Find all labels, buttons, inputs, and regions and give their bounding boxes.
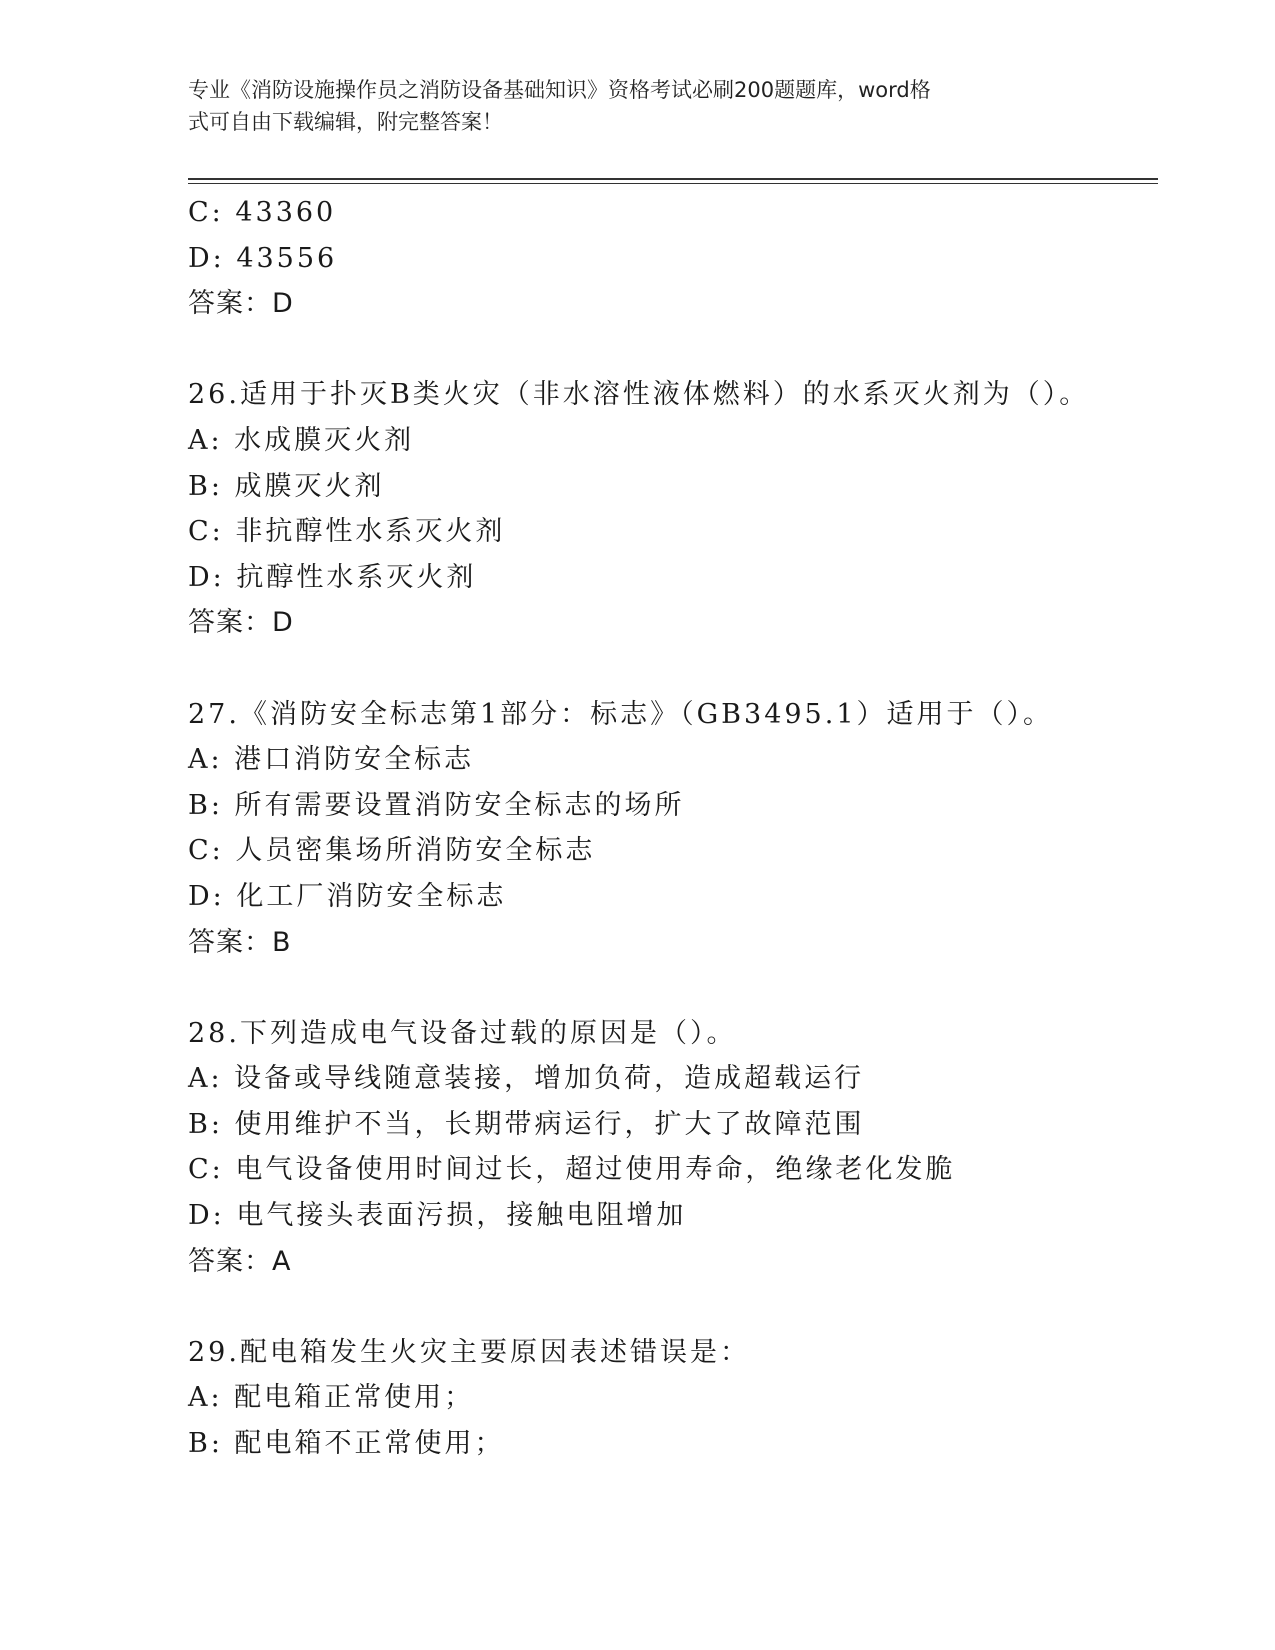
answer: 答案：B (188, 926, 292, 958)
header-line-1: 专业《消防设施操作员之消防设备基础知识》资格考试必刷200题题库，word格 (188, 78, 931, 102)
option-a: A: 设备或导线随意装接，增加负荷，造成超载运行 (188, 1063, 865, 1095)
option-c: C: 非抗醇性水系灭火剂 (188, 516, 506, 548)
question-stem: 28.下列造成电气设备过载的原因是（）。 (188, 1017, 737, 1049)
option-c: C: 人员密集场所消防安全标志 (188, 835, 596, 867)
option-b: B: 成膜灭火剂 (188, 470, 385, 502)
question-27 (188, 692, 1148, 966)
option-d: D: 抗醇性水系灭火剂 (188, 561, 477, 593)
question-list (188, 190, 1148, 1467)
question-stem: 26.适用于扑灭B类火灾（非水溶性液体燃料）的水系灭火剂为（）。 (188, 379, 1090, 411)
document-header (188, 74, 1068, 138)
option-b: B: 配电箱不正常使用； (188, 1428, 505, 1460)
option-d: D: 43556 (188, 242, 338, 274)
question-28 (188, 1011, 1148, 1285)
answer: 答案：D (188, 607, 294, 639)
answer: 答案：D (188, 288, 294, 320)
option-a: A: 水成膜灭火剂 (188, 424, 415, 456)
option-b: B: 使用维护不当，长期带病运行，扩大了故障范围 (188, 1108, 865, 1140)
option-c: C: 43360 (188, 197, 337, 228)
question-29 (188, 1330, 1148, 1467)
option-b: B: 所有需要设置消防安全标志的场所 (188, 789, 685, 821)
option-c: C: 电气设备使用时间过长，超过使用寿命，绝缘老化发脆 (188, 1154, 956, 1186)
question-stem: 27.《消防安全标志第1部分：标志》（GB3495.1）适用于（）。 (188, 698, 1053, 730)
previous-question-tail (188, 190, 1148, 327)
option-d: D: 电气接头表面污损，接触电阻增加 (188, 1200, 687, 1232)
question-26 (188, 372, 1148, 646)
option-a: A: 配电箱正常使用； (188, 1382, 475, 1414)
header-line-2: 式可自由下载编辑，附完整答案！ (188, 110, 503, 134)
header-divider (188, 178, 1158, 184)
option-a: A: 港口消防安全标志 (188, 744, 475, 776)
answer: 答案：A (188, 1245, 292, 1277)
option-d: D: 化工厂消防安全标志 (188, 880, 507, 912)
question-stem: 29.配电箱发生火灾主要原因表述错误是： (188, 1336, 750, 1368)
